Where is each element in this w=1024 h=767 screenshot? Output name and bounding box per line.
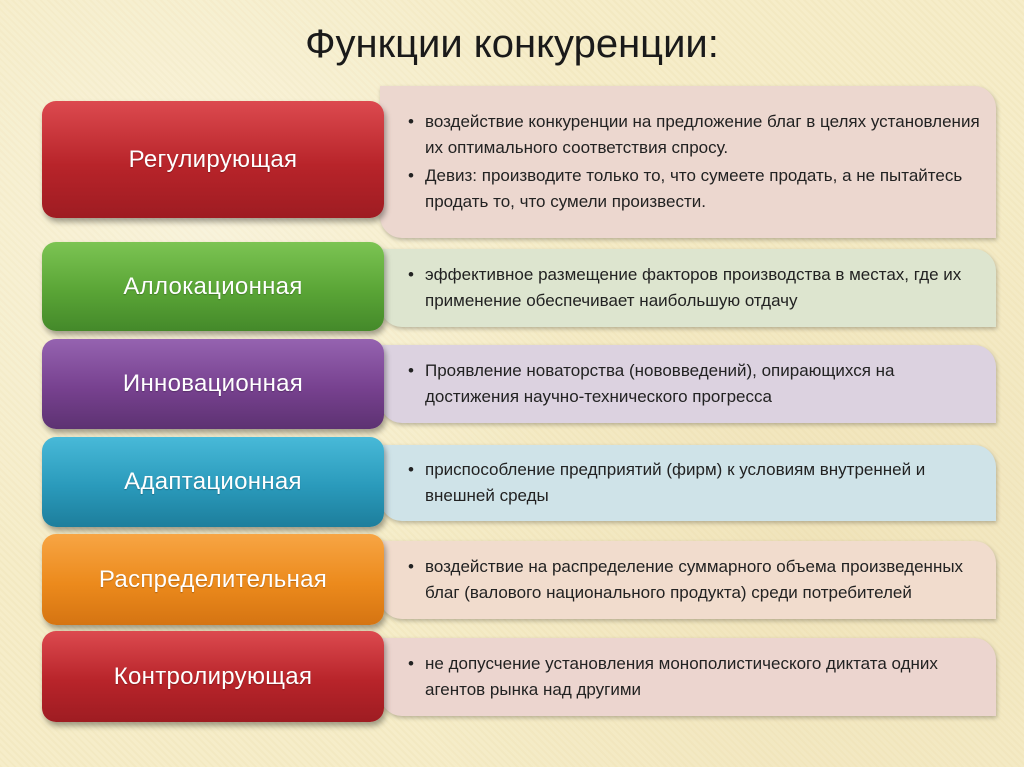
description-controlling — [380, 638, 996, 716]
function-box-innovation — [42, 339, 384, 429]
description-bullet: • воздействие на распределение суммарного объема произведенных благ (валового национального продукта) среди потребителей — [408, 554, 980, 606]
description-bullet: • приспособление предприятий (фирм) к условиям внутренней и внешней среды — [408, 457, 980, 509]
function-box-controlling — [42, 631, 384, 722]
function-box-allocation — [42, 242, 384, 331]
function-box-adaptation — [42, 437, 384, 527]
function-box-distribution — [42, 534, 384, 625]
function-box-regulating — [42, 101, 384, 218]
description-bullet: • Проявление новаторства (нововведений), опирающихся на достижения научно-технического прогресса — [408, 358, 980, 410]
description-innovation — [380, 345, 996, 423]
description-regulating — [380, 86, 996, 238]
description-bullet: • не допусчение установления монополистического диктата одних агентов рынка над другими — [408, 651, 980, 703]
description-bullet: • воздействие конкуренции на предложение благ в целях установления их оптимального соответствия спросу. — [408, 109, 980, 161]
function-label: Инновационная — [122, 370, 304, 397]
description-allocation — [380, 249, 996, 327]
function-label: Контролирующая — [113, 662, 313, 690]
function-label: Аллокационная — [123, 272, 303, 300]
page-title: Функции конкуренции: — [305, 22, 719, 66]
description-adaptation — [380, 445, 996, 521]
description-distribution — [380, 541, 996, 619]
description-bullet: • Девиз: производите только то, что сумеете продать, а не пытайтесь продать то, что сумели произвести. — [408, 163, 980, 215]
function-label: Адаптационная — [124, 468, 302, 495]
function-label: Регулирующая — [128, 145, 298, 173]
function-label: Распределительная — [98, 565, 328, 593]
description-bullet: • эффективное размещение факторов производства в местах, где их применение обеспечивает наибольшую отдачу — [408, 262, 980, 314]
